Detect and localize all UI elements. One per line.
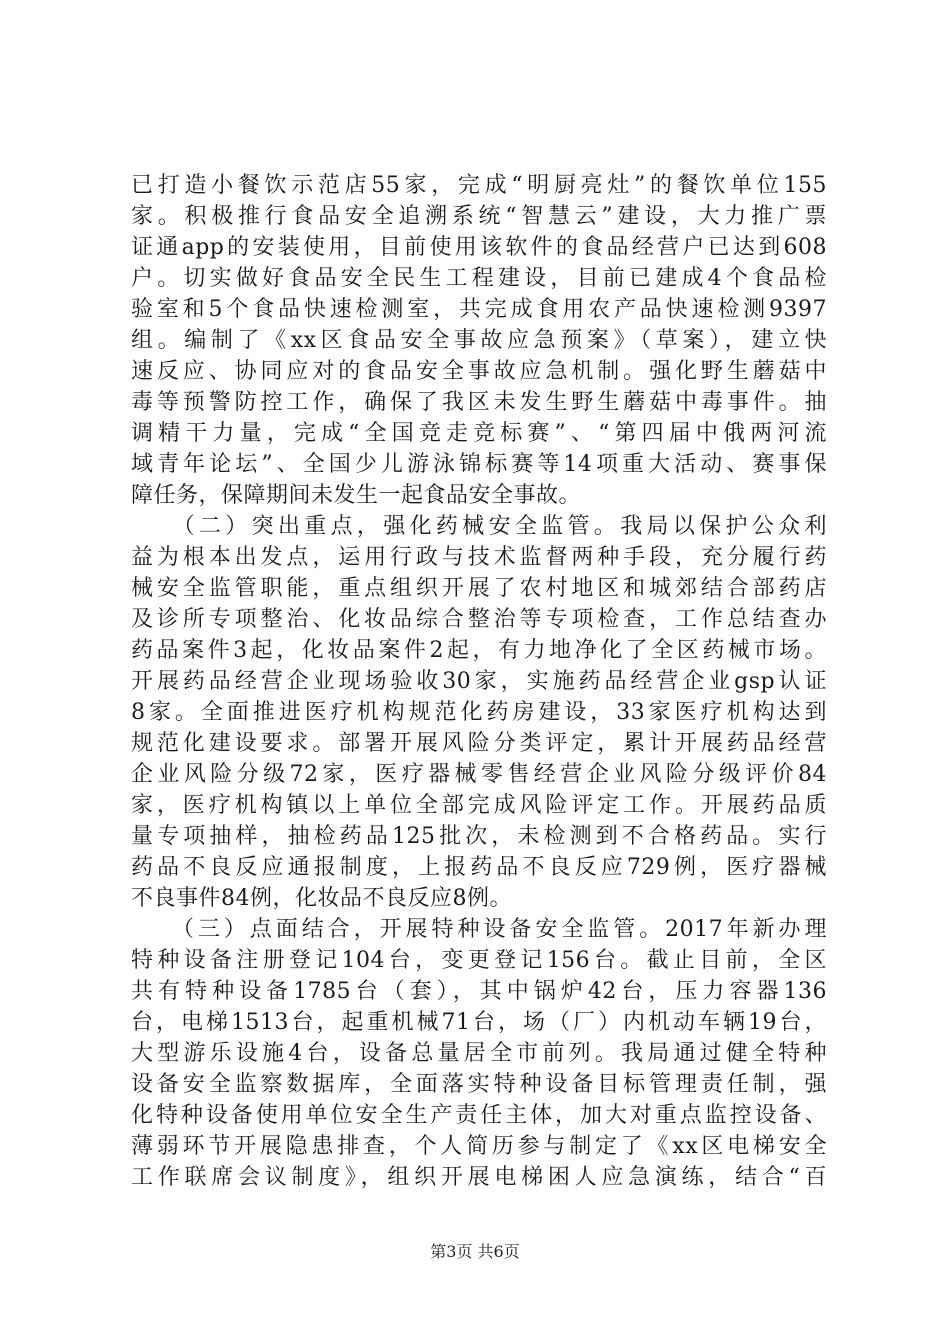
text-line: 化特种设备使用单位安全生产责任主体，加大对重点监控设备、 bbox=[131, 1103, 827, 1128]
text-line: 域青年论坛”、全国少儿游泳锦标赛等14项重大活动、赛事保 bbox=[131, 452, 827, 477]
section-heading-line: （二）突出重点，强化药械安全监管。我局以保护公众利 bbox=[131, 514, 827, 539]
text-line: 共有特种设备1785台（套），其中锅炉42台，压力容器136 bbox=[131, 979, 827, 1004]
text-line: 验室和5个食品快速检测室，共完成食用农产品快速检测9397 bbox=[131, 297, 827, 322]
paragraph-end-line: 不良事件84例，化妆品不良反应8例。 bbox=[131, 886, 512, 911]
page-number: 第3页 共6页 bbox=[430, 1242, 520, 1261]
text-line: 薄弱环节开展隐患排查，个人简历参与制定了《xx区电梯安全 bbox=[131, 1134, 827, 1159]
text-line: 8家。全面推进医疗机构规范化药房建设，33家医疗机构达到 bbox=[131, 700, 827, 725]
text-line: 企业风险分级72家，医疗器械零售经营企业风险分级评价84 bbox=[131, 762, 827, 787]
text-line: 已打造小餐饮示范店55家，完成“明厨亮灶”的餐饮单位155 bbox=[131, 173, 827, 198]
text-line: 大型游乐设施4台，设备总量居全市前列。我局通过健全特种 bbox=[131, 1041, 827, 1066]
paragraph-end-line: 障任务，保障期间未发生一起食品安全事故。 bbox=[131, 483, 582, 508]
text-line: 及诊所专项整治、化妆品综合整治等专项检查，工作总结查办 bbox=[131, 607, 827, 632]
text-line: 速反应、协同应对的食品安全事故应急机制。强化野生蘑菇中 bbox=[131, 359, 827, 384]
text-line: 证通app的安装使用，目前使用该软件的食品经营户已达到608 bbox=[131, 235, 827, 260]
text-line: 量专项抽样，抽检药品125批次，未检测到不合格药品。实行 bbox=[131, 824, 827, 849]
text-line: 调精干力量，完成“全国竞走竞标赛”、“第四届中俄两河流 bbox=[131, 421, 827, 446]
text-line: 组。编制了《xx区食品安全事故应急预案》（草案），建立快 bbox=[131, 328, 827, 353]
text-line: 户。切实做好食品安全民生工程建设，目前已建成4个食品检 bbox=[131, 266, 827, 291]
text-line: 毒等预警防控工作，确保了我区未发生野生蘑菇中毒事件。抽 bbox=[131, 390, 827, 415]
text-line: 设备安全监察数据库，全面落实特种设备目标管理责任制，强 bbox=[131, 1072, 827, 1097]
text-line: 特种设备注册登记104台，变更登记156台。截止目前，全区 bbox=[131, 948, 827, 973]
text-line: 规范化建设要求。部署开展风险分类评定，累计开展药品经营 bbox=[131, 731, 827, 756]
text-line: 药品不良反应通报制度，上报药品不良反应729例，医疗器械 bbox=[131, 855, 827, 880]
text-line: 台，电梯1513台，起重机械71台，场（厂）内机动车辆19台， bbox=[131, 1010, 827, 1035]
text-line: 益为根本出发点，运用行政与技术监督两种手段，充分履行药 bbox=[131, 545, 827, 570]
section-heading-line: （三）点面结合，开展特种设备安全监管。2017年新办理 bbox=[131, 917, 827, 942]
text-line: 家。积极推行食品安全追溯系统“智慧云”建设，大力推广票 bbox=[131, 204, 827, 229]
text-line: 工作联席会议制度》，组织开展电梯困人应急演练，结合“百 bbox=[131, 1165, 827, 1190]
text-line: 开展药品经营企业现场验收30家，实施药品经营企业gsp认证 bbox=[131, 669, 827, 694]
text-line: 家，医疗机构镇以上单位全部完成风险评定工作。开展药品质 bbox=[131, 793, 827, 818]
page-footer bbox=[0, 1242, 950, 1262]
text-line: 药品案件3起，化妆品案件2起，有力地净化了全区药械市场。 bbox=[131, 638, 827, 663]
body-text bbox=[131, 170, 827, 1193]
text-line: 械安全监管职能，重点组织开展了农村地区和城郊结合部药店 bbox=[131, 576, 827, 601]
